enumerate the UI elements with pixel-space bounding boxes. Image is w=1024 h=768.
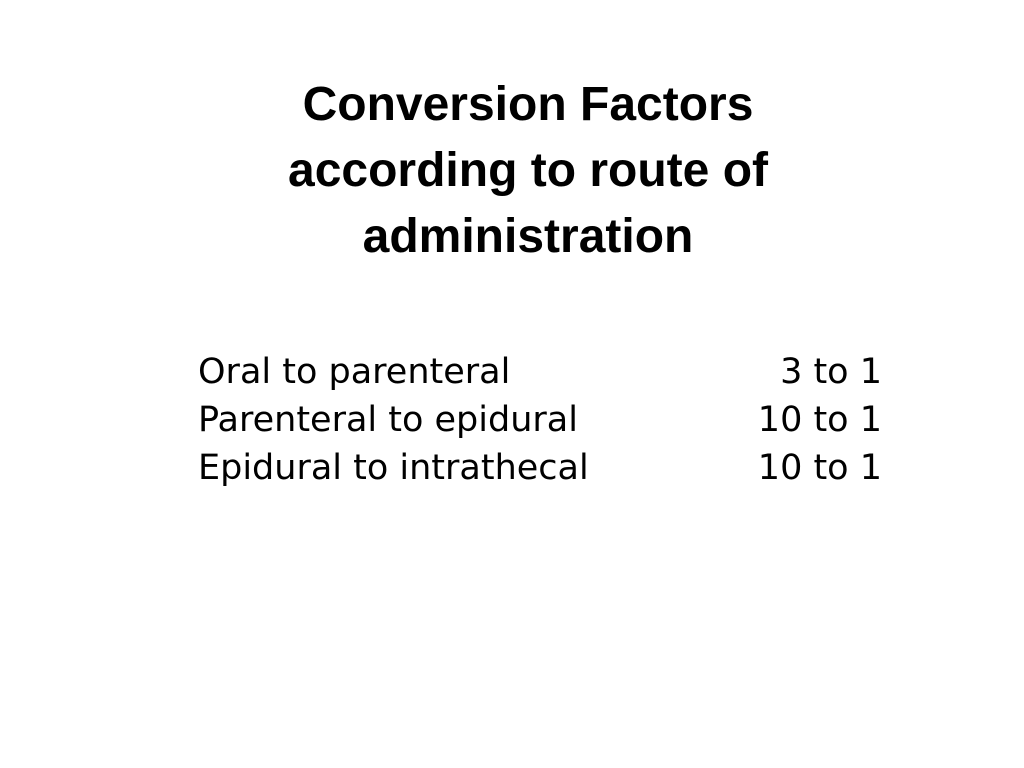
factor-row-oral-to-parenteral: [198, 348, 882, 396]
conversion-ratio: 3 to 1: [780, 352, 882, 392]
conversion-factor-table: [198, 348, 882, 492]
slide-title: [212, 72, 844, 270]
conversion-ratio: 10 to 1: [757, 400, 882, 440]
route-label: Epidural to intrathecal: [198, 448, 589, 488]
conversion-ratio: 10 to 1: [757, 448, 882, 488]
route-label: Oral to parenteral: [198, 352, 511, 392]
title-line-1: Conversion Factors: [302, 78, 754, 131]
route-label: Parenteral to epidural: [198, 400, 578, 440]
title-line-3: administration: [362, 210, 694, 263]
factor-row-epidural-to-intrathecal: [198, 444, 882, 492]
factor-row-parenteral-to-epidural: [198, 396, 882, 444]
title-line-2: according to route of: [288, 144, 768, 197]
